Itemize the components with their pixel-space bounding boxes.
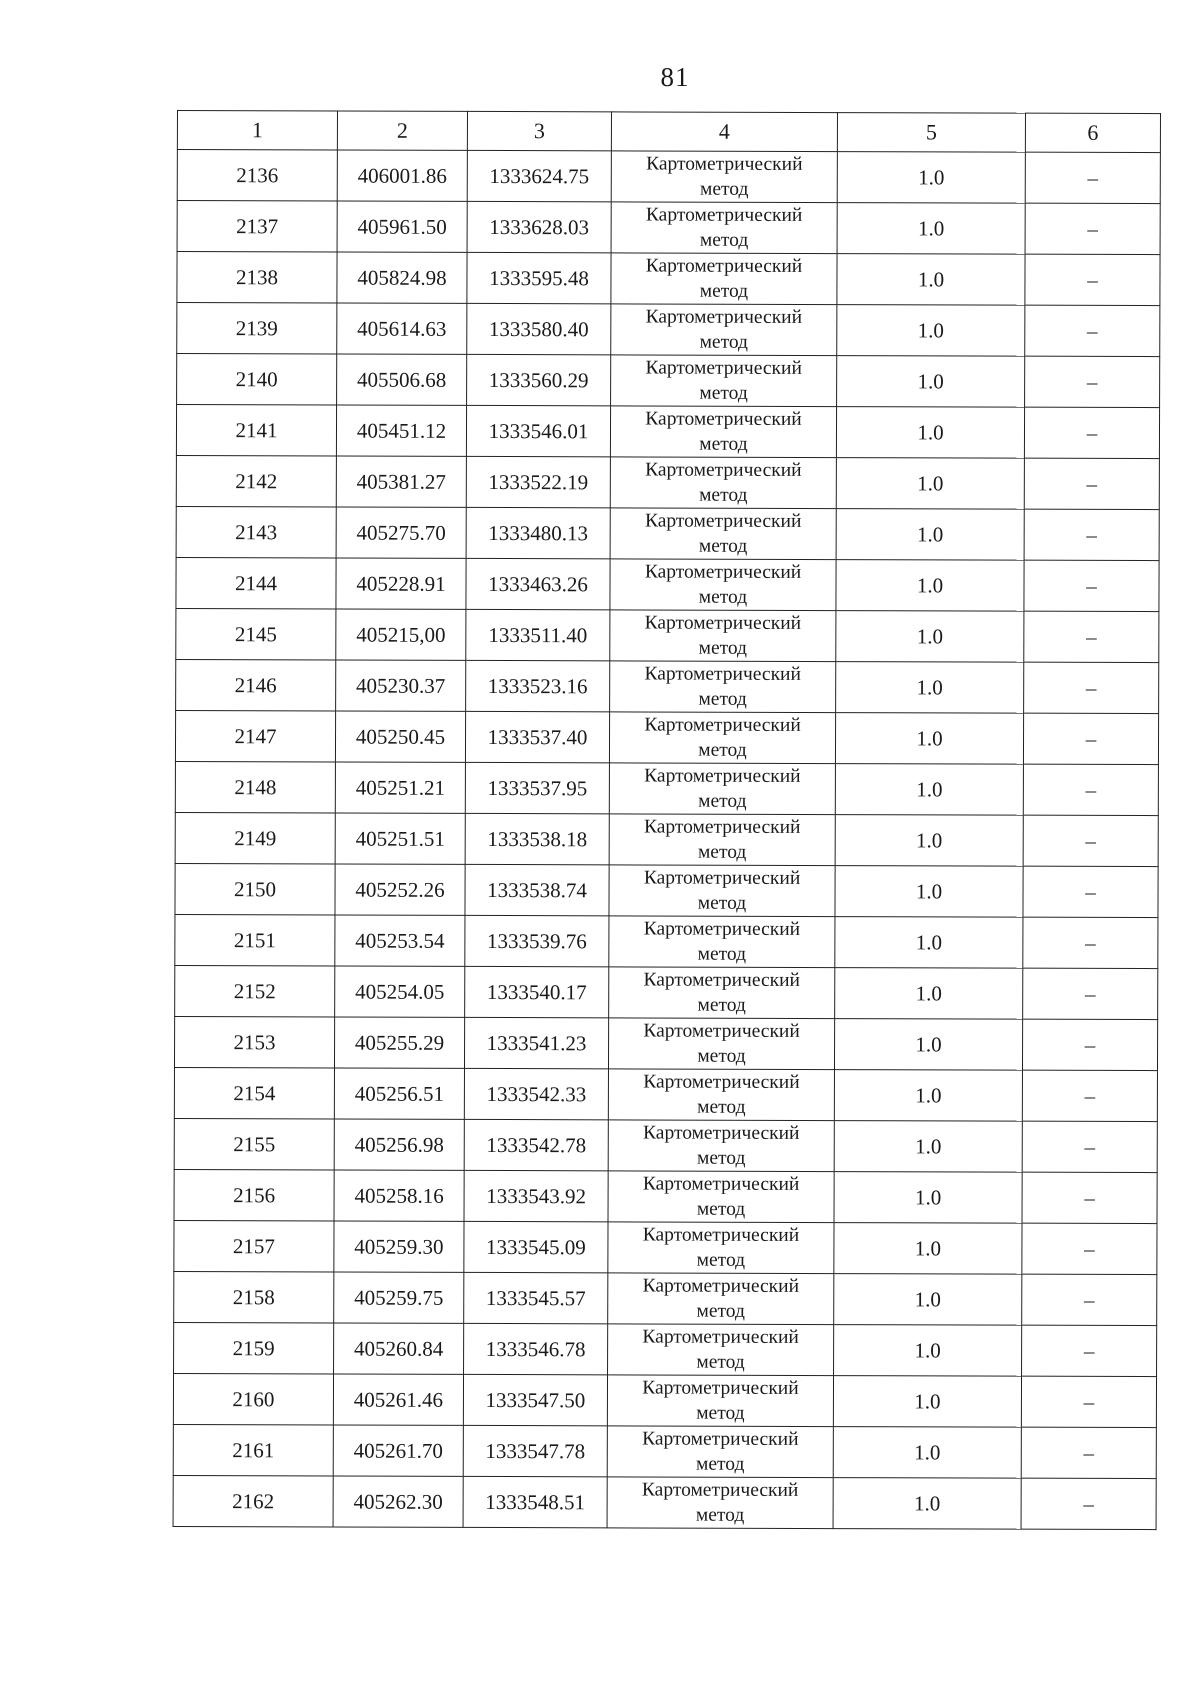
note-cell: – — [1023, 866, 1158, 917]
method-cell — [607, 1375, 833, 1427]
point-number-cell: 2157 — [174, 1220, 334, 1272]
accuracy-cell: 1.0 — [837, 203, 1025, 255]
y-coordinate-cell: 1333545.57 — [464, 1272, 608, 1323]
method-cell — [610, 661, 836, 713]
table-row — [177, 150, 1160, 204]
table-row — [176, 557, 1159, 611]
x-coordinate-cell: 405824.98 — [337, 252, 467, 303]
point-number-cell: 2155 — [174, 1118, 334, 1170]
x-coordinate-cell: 405451.12 — [336, 405, 466, 456]
method-cell — [609, 814, 835, 866]
method-line-1: Картометрический — [644, 663, 801, 685]
method-line-1: Картометрический — [646, 153, 803, 175]
method-cell — [607, 1426, 833, 1478]
x-coordinate-cell: 405251.21 — [335, 762, 465, 813]
method-line-2: метод — [699, 484, 748, 506]
table-row — [174, 1220, 1157, 1274]
note-cell: – — [1024, 662, 1159, 713]
table-row — [174, 1016, 1157, 1070]
point-number-cell: 2162 — [173, 1475, 333, 1527]
point-number-cell: 2147 — [175, 710, 335, 762]
note-cell: – — [1024, 509, 1159, 560]
y-coordinate-cell: 1333538.18 — [465, 813, 609, 864]
method-line-1: Картометрический — [641, 1479, 799, 1501]
method-line-1: Картометрический — [643, 918, 801, 940]
table-row — [177, 303, 1160, 357]
method-line-2: метод — [699, 331, 748, 353]
method-cell — [608, 1120, 834, 1172]
method-line-2: метод — [697, 841, 747, 863]
accuracy-cell: 1.0 — [837, 152, 1025, 204]
y-coordinate-cell: 1333540.17 — [465, 966, 609, 1017]
accuracy-cell: 1.0 — [834, 1172, 1022, 1224]
method-cell — [611, 355, 837, 407]
method-line-1: Картометрический — [643, 867, 801, 889]
x-coordinate-cell: 405230.37 — [336, 660, 466, 711]
method-line-1: Картометрический — [645, 408, 802, 430]
method-line-1: Картометрический — [645, 255, 803, 277]
x-coordinate-cell: 405260.84 — [334, 1323, 464, 1374]
x-coordinate-cell: 405261.46 — [333, 1374, 463, 1425]
note-cell: – — [1022, 1121, 1157, 1172]
note-cell: – — [1023, 968, 1158, 1019]
accuracy-cell: 1.0 — [837, 305, 1025, 357]
header-row — [177, 111, 1160, 153]
point-number-cell: 2137 — [177, 201, 337, 253]
method-line-2: метод — [697, 892, 747, 914]
x-coordinate-cell: 405275.70 — [336, 507, 466, 558]
header-col-5: 5 — [837, 113, 1025, 153]
note-cell: – — [1024, 560, 1159, 611]
note-cell: – — [1022, 1274, 1157, 1325]
accuracy-cell: 1.0 — [835, 968, 1023, 1020]
note-cell: – — [1022, 1070, 1157, 1121]
header-col-1: 1 — [177, 111, 337, 151]
method-line-2: метод — [697, 1045, 746, 1067]
accuracy-cell: 1.0 — [837, 356, 1025, 408]
accuracy-cell: 1.0 — [835, 866, 1023, 918]
note-cell: – — [1025, 152, 1160, 203]
x-coordinate-cell: 405253.54 — [335, 915, 465, 966]
header-col-3: 3 — [467, 111, 611, 150]
point-number-cell: 2145 — [176, 608, 336, 660]
note-cell: – — [1025, 356, 1160, 407]
note-cell: – — [1022, 1223, 1157, 1274]
accuracy-cell: 1.0 — [836, 407, 1024, 459]
method-cell — [609, 967, 835, 1019]
point-number-cell: 2139 — [177, 303, 337, 355]
method-line-1: Картометрический — [642, 1224, 800, 1246]
point-number-cell: 2136 — [177, 150, 337, 202]
method-line-2: метод — [696, 1198, 746, 1220]
method-cell — [607, 1477, 833, 1529]
method-line-2: метод — [698, 790, 747, 812]
method-line-2: метод — [697, 1096, 746, 1118]
table-row — [173, 1373, 1156, 1427]
accuracy-cell: 1.0 — [835, 713, 1023, 765]
table-header — [177, 111, 1160, 153]
accuracy-cell: 1.0 — [836, 458, 1024, 510]
page-number: 81 — [660, 62, 690, 92]
method-line-2: метод — [700, 178, 749, 200]
point-number-cell: 2144 — [176, 557, 336, 609]
method-line-2: метод — [699, 382, 748, 404]
table-row — [175, 761, 1158, 815]
method-line-2: метод — [698, 739, 747, 761]
accuracy-cell: 1.0 — [835, 815, 1023, 867]
table-row — [175, 914, 1158, 968]
method-line-1: Картометрический — [644, 765, 801, 787]
point-number-cell: 2140 — [177, 354, 337, 406]
table-row — [176, 659, 1159, 713]
method-cell — [610, 610, 836, 662]
accuracy-cell: 1.0 — [836, 509, 1024, 561]
method-line-2: метод — [699, 229, 749, 251]
x-coordinate-cell: 405961.50 — [337, 201, 467, 252]
method-cell — [610, 559, 836, 611]
point-number-cell: 2153 — [174, 1016, 334, 1068]
method-line-2: метод — [698, 535, 748, 557]
method-line-1: Картометрический — [643, 1071, 800, 1093]
method-cell — [610, 457, 836, 509]
method-cell — [609, 712, 835, 764]
method-cell — [609, 763, 835, 815]
accuracy-cell: 1.0 — [834, 1325, 1022, 1377]
y-coordinate-cell: 1333480.13 — [466, 507, 610, 558]
y-coordinate-cell: 1333580.40 — [467, 303, 611, 354]
x-coordinate-cell: 405614.63 — [337, 303, 467, 354]
table-row — [174, 1169, 1157, 1223]
accuracy-cell: 1.0 — [836, 662, 1024, 714]
table-row — [174, 1067, 1157, 1121]
method-line-1: Картометрический — [643, 1122, 800, 1144]
y-coordinate-cell: 1333537.40 — [465, 711, 609, 762]
method-line-2: метод — [696, 1300, 745, 1322]
accuracy-cell: 1.0 — [834, 1274, 1022, 1326]
method-line-2: метод — [696, 1351, 745, 1373]
method-cell — [608, 1273, 834, 1325]
point-number-cell: 2154 — [174, 1067, 334, 1119]
method-line-1: Картометрический — [642, 1377, 799, 1399]
method-line-2: метод — [697, 994, 746, 1016]
table-row — [177, 354, 1160, 408]
method-line-1: Картометрический — [644, 612, 802, 634]
y-coordinate-cell: 1333546.78 — [464, 1323, 608, 1374]
x-coordinate-cell: 405262.30 — [333, 1476, 463, 1527]
point-number-cell: 2142 — [176, 455, 336, 507]
accuracy-cell: 1.0 — [833, 1376, 1021, 1428]
accuracy-cell: 1.0 — [835, 917, 1023, 969]
method-line-1: Картометрический — [642, 1275, 800, 1297]
table-row — [176, 608, 1159, 662]
point-number-cell: 2146 — [176, 659, 336, 711]
x-coordinate-cell: 405259.30 — [334, 1221, 464, 1272]
accuracy-cell: 1.0 — [836, 560, 1024, 612]
y-coordinate-cell: 1333511.40 — [466, 609, 610, 660]
table-row — [176, 506, 1159, 560]
note-cell: – — [1025, 203, 1160, 254]
method-cell — [611, 253, 837, 305]
accuracy-cell: 1.0 — [834, 1070, 1022, 1122]
y-coordinate-cell: 1333546.01 — [466, 405, 610, 456]
method-cell — [608, 1171, 834, 1223]
method-cell — [608, 1324, 834, 1376]
table-row — [175, 710, 1158, 764]
point-number-cell: 2141 — [176, 405, 336, 457]
coordinates-table — [173, 110, 1161, 1530]
y-coordinate-cell: 1333537.95 — [465, 762, 609, 813]
note-cell: – — [1025, 254, 1160, 305]
method-line-2: метод — [699, 280, 749, 302]
method-cell — [610, 508, 836, 560]
y-coordinate-cell: 1333542.33 — [464, 1068, 608, 1119]
point-number-cell: 2143 — [176, 506, 336, 558]
y-coordinate-cell: 1333542.78 — [464, 1119, 608, 1170]
note-cell: – — [1024, 407, 1159, 458]
y-coordinate-cell: 1333624.75 — [467, 150, 611, 201]
header-col-6: 6 — [1025, 113, 1160, 152]
y-coordinate-cell: 1333522.19 — [466, 456, 610, 507]
note-cell: – — [1023, 917, 1158, 968]
accuracy-cell: 1.0 — [834, 1019, 1022, 1071]
method-line-1: Картометрический — [642, 1173, 800, 1195]
method-cell — [611, 304, 837, 356]
y-coordinate-cell: 1333523.16 — [466, 660, 610, 711]
y-coordinate-cell: 1333628.03 — [467, 201, 611, 252]
method-cell — [611, 151, 837, 203]
method-line-2: метод — [698, 637, 748, 659]
note-cell: – — [1021, 1478, 1156, 1529]
method-line-2: метод — [695, 1504, 745, 1526]
method-cell — [608, 1222, 834, 1274]
x-coordinate-cell: 405256.51 — [334, 1068, 464, 1119]
point-number-cell: 2149 — [175, 812, 335, 864]
method-line-1: Картометрический — [644, 714, 801, 736]
y-coordinate-cell: 1333538.74 — [465, 864, 609, 915]
method-line-2: метод — [696, 1402, 745, 1424]
x-coordinate-cell: 405506.68 — [337, 354, 467, 405]
x-coordinate-cell: 405252.26 — [335, 864, 465, 915]
method-line-2: метод — [697, 943, 747, 965]
method-line-1: Картометрический — [645, 357, 802, 379]
method-cell — [611, 202, 837, 254]
y-coordinate-cell: 1333560.29 — [467, 354, 611, 405]
y-coordinate-cell: 1333463.26 — [466, 558, 610, 609]
method-line-2: метод — [698, 586, 748, 608]
header-col-4: 4 — [611, 112, 837, 152]
table-row — [173, 1424, 1156, 1478]
method-line-1: Картометрический — [644, 510, 802, 532]
table-row — [173, 1475, 1156, 1529]
y-coordinate-cell: 1333545.09 — [464, 1221, 608, 1272]
table-row — [175, 812, 1158, 866]
x-coordinate-cell: 405228.91 — [336, 558, 466, 609]
method-cell — [608, 1018, 834, 1070]
accuracy-cell: 1.0 — [837, 254, 1025, 306]
method-line-1: Картометрический — [642, 1428, 799, 1450]
table-row — [177, 201, 1160, 255]
method-cell — [609, 865, 835, 917]
accuracy-cell: 1.0 — [833, 1478, 1021, 1530]
table-row — [174, 1118, 1157, 1172]
point-number-cell: 2158 — [174, 1271, 334, 1323]
point-number-cell: 2156 — [174, 1169, 334, 1221]
y-coordinate-cell: 1333595.48 — [467, 252, 611, 303]
note-cell: – — [1024, 611, 1159, 662]
x-coordinate-cell: 405256.98 — [334, 1119, 464, 1170]
point-number-cell: 2161 — [173, 1424, 333, 1476]
method-line-2: метод — [698, 688, 747, 710]
header-col-2: 2 — [337, 111, 467, 150]
table-row — [175, 965, 1158, 1019]
point-number-cell: 2138 — [177, 252, 337, 304]
method-line-1: Картометрический — [645, 306, 803, 328]
method-line-1: Картометрический — [643, 969, 801, 991]
point-number-cell: 2159 — [174, 1322, 334, 1374]
table-row — [176, 455, 1159, 509]
y-coordinate-cell: 1333539.76 — [465, 915, 609, 966]
method-cell — [608, 1069, 834, 1121]
table-row — [177, 252, 1160, 306]
x-coordinate-cell: 405215,00 — [336, 609, 466, 660]
accuracy-cell: 1.0 — [834, 1121, 1022, 1173]
accuracy-cell: 1.0 — [835, 764, 1023, 816]
x-coordinate-cell: 405259.75 — [334, 1272, 464, 1323]
x-coordinate-cell: 405255.29 — [334, 1017, 464, 1068]
method-line-2: метод — [699, 433, 748, 455]
method-cell — [610, 406, 836, 458]
note-cell: – — [1022, 1172, 1157, 1223]
x-coordinate-cell: 405250.45 — [335, 711, 465, 762]
note-cell: – — [1021, 1376, 1156, 1427]
x-coordinate-cell: 405258.16 — [334, 1170, 464, 1221]
y-coordinate-cell: 1333548.51 — [463, 1476, 607, 1527]
method-line-2: метод — [696, 1249, 746, 1271]
table-row — [174, 1271, 1157, 1325]
method-line-1: Картометрический — [642, 1326, 799, 1348]
y-coordinate-cell: 1333547.50 — [463, 1374, 607, 1425]
method-cell — [609, 916, 835, 968]
method-line-1: Картометрический — [645, 459, 802, 481]
note-cell: – — [1023, 815, 1158, 866]
accuracy-cell: 1.0 — [833, 1427, 1021, 1479]
x-coordinate-cell: 405261.70 — [333, 1425, 463, 1476]
method-line-2: метод — [696, 1453, 745, 1475]
accuracy-cell: 1.0 — [834, 1223, 1022, 1275]
x-coordinate-cell: 405381.27 — [336, 456, 466, 507]
point-number-cell: 2152 — [175, 965, 335, 1017]
method-line-1: Картометрический — [644, 561, 802, 583]
table-body — [173, 150, 1160, 1530]
x-coordinate-cell: 405254.05 — [335, 966, 465, 1017]
table-row — [176, 405, 1159, 459]
note-cell: – — [1023, 764, 1158, 815]
table-row — [175, 863, 1158, 917]
x-coordinate-cell: 405251.51 — [335, 813, 465, 864]
y-coordinate-cell: 1333541.23 — [464, 1017, 608, 1068]
note-cell: – — [1022, 1325, 1157, 1376]
note-cell: – — [1021, 1427, 1156, 1478]
table-row — [174, 1322, 1157, 1376]
note-cell: – — [1025, 305, 1160, 356]
method-line-1: Картометрический — [643, 1020, 800, 1042]
accuracy-cell: 1.0 — [836, 611, 1024, 663]
method-line-1: Картометрический — [643, 816, 801, 838]
method-line-1: Картометрический — [645, 204, 803, 226]
y-coordinate-cell: 1333543.92 — [464, 1170, 608, 1221]
note-cell: – — [1022, 1019, 1157, 1070]
point-number-cell: 2160 — [173, 1373, 333, 1425]
y-coordinate-cell: 1333547.78 — [463, 1425, 607, 1476]
x-coordinate-cell: 406001.86 — [337, 150, 467, 201]
point-number-cell: 2151 — [175, 914, 335, 966]
point-number-cell: 2148 — [175, 761, 335, 813]
method-line-2: метод — [696, 1147, 746, 1169]
note-cell: – — [1023, 713, 1158, 764]
note-cell: – — [1024, 458, 1159, 509]
point-number-cell: 2150 — [175, 863, 335, 915]
